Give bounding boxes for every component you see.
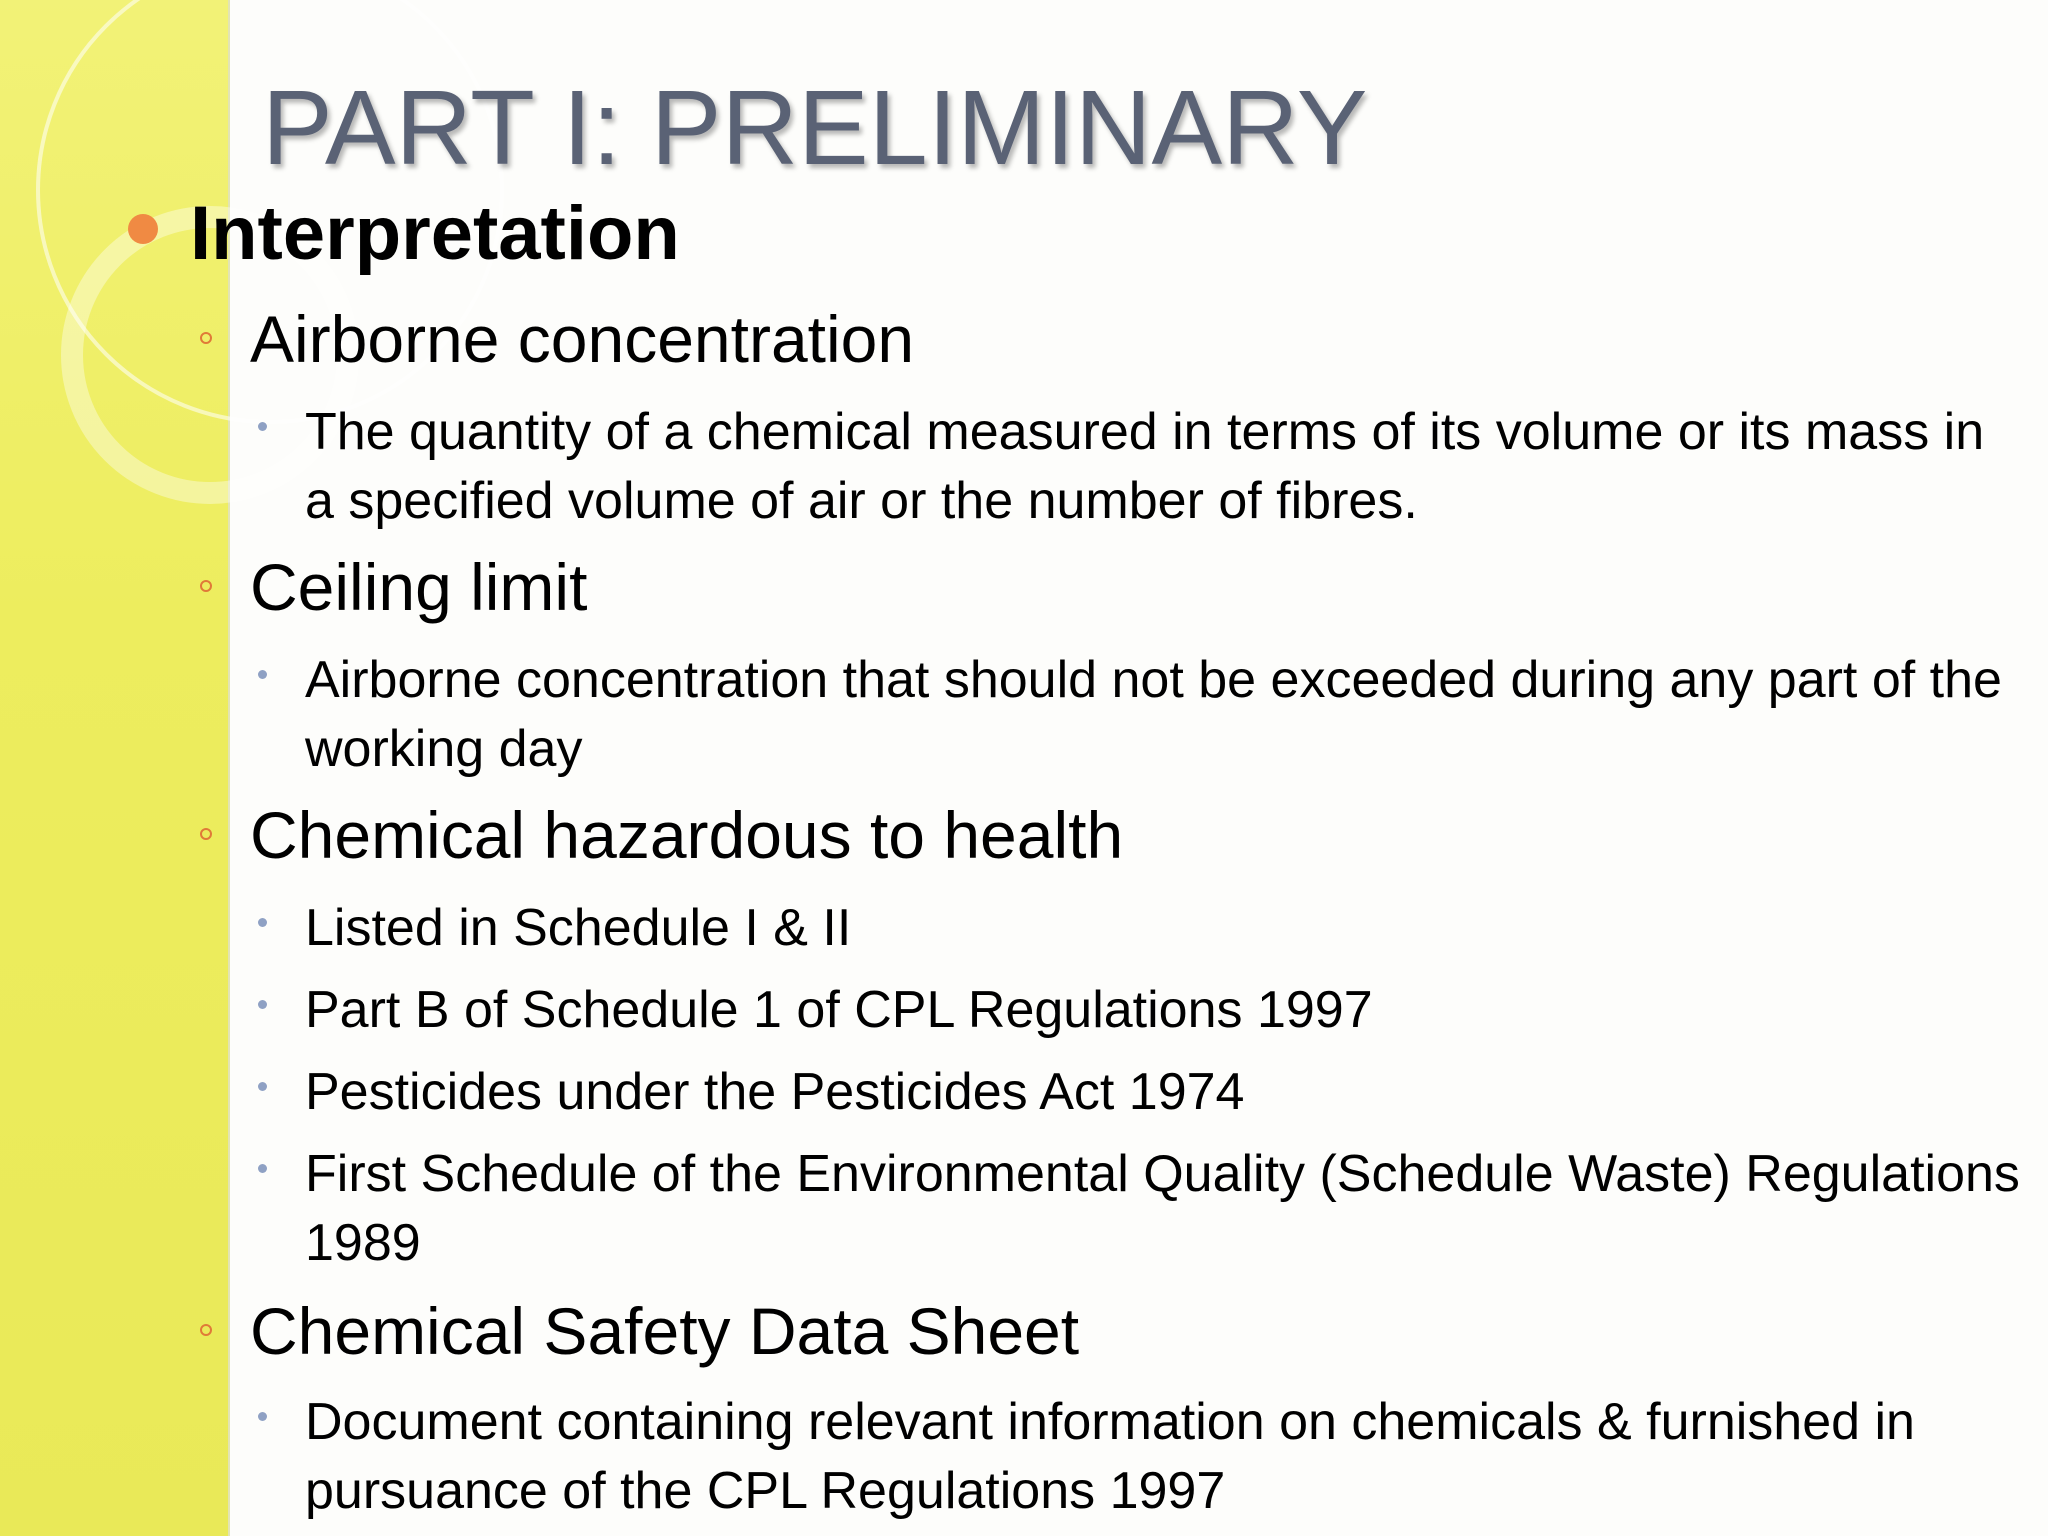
term-text: Chemical hazardous to health (250, 798, 1124, 872)
bullet-ring-icon (200, 1324, 212, 1336)
definition-text: Listed in Schedule I & II (305, 899, 852, 957)
bullet-small-dot-icon (258, 1412, 267, 1421)
slide-title: PART I: PRELIMINARY (262, 69, 1368, 187)
bullet-small-dot-icon (258, 1000, 267, 1009)
definition-text: Pesticides under the Pesticides Act 1974 (305, 1063, 1245, 1121)
bullet-ring-icon (200, 332, 212, 344)
term-text: Ceiling limit (250, 550, 588, 624)
definition-text: Airborne concentration that should not be exceeded during any part of the working day (305, 651, 2002, 778)
term-text: Chemical Safety Data Sheet (250, 1294, 1080, 1368)
definition-text: Document containing relevant information on chemicals & furnished in pursuance of the CPL Regulations 1997 (305, 1393, 1915, 1520)
bullet-small-dot-icon (258, 670, 267, 679)
bullet-small-dot-icon (258, 918, 267, 927)
definition-text: Part B of Schedule 1 of CPL Regulations 1997 (305, 981, 1373, 1039)
definition-text: The quantity of a chemical measured in terms of its volume or its mass in a specified volume of air or the number of fibres. (305, 403, 1985, 530)
bullet-small-dot-icon (258, 422, 267, 431)
bullet-dot-icon (128, 214, 158, 244)
term-text: Airborne concentration (250, 302, 915, 376)
heading-text: Interpretation (190, 191, 680, 276)
bullet-small-dot-icon (258, 1164, 267, 1173)
definition-text: First Schedule of the Environmental Quality (Schedule Waste) Regulations 1989 (305, 1145, 2020, 1272)
bullet-small-dot-icon (258, 1082, 267, 1091)
bullet-ring-icon (200, 828, 212, 840)
bullet-ring-icon (200, 580, 212, 592)
